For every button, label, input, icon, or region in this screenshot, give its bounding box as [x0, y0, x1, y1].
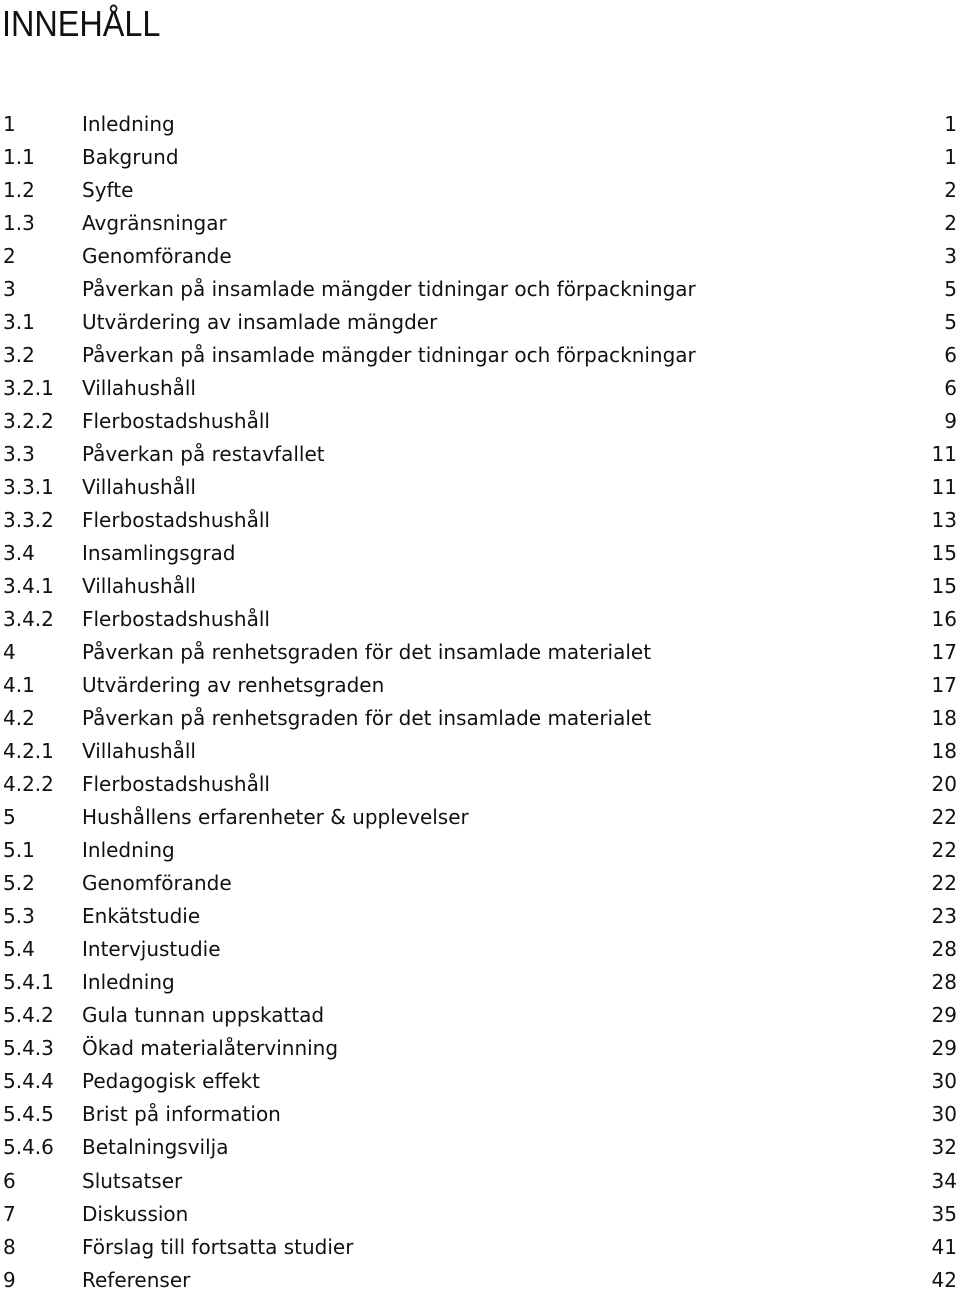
- toc-entry-title: Förslag till fortsatta studier: [82, 1234, 354, 1259]
- toc-entry[interactable]: [0, 1198, 960, 1231]
- toc-entry[interactable]: [0, 834, 960, 867]
- toc-entry-title: Utvärdering av renhetsgraden: [82, 673, 385, 698]
- toc-entry-page: 13: [931, 508, 957, 533]
- toc-entry-number: 5.2: [3, 871, 35, 896]
- toc-entry-page: 6: [944, 376, 957, 401]
- toc-entry[interactable]: [0, 702, 960, 735]
- toc-entry-number: 3.2.1: [3, 376, 54, 401]
- toc-entry-page: 1: [944, 112, 957, 136]
- toc-entry-title: Flerbostadshushåll: [82, 607, 270, 632]
- toc-entry-page: 22: [931, 871, 957, 896]
- toc-entry[interactable]: [0, 735, 960, 768]
- toc-entry-title: Ökad materialåtervinning: [82, 1036, 339, 1061]
- toc-entry-page: 29: [931, 1036, 957, 1061]
- toc-entry-number: 1: [3, 112, 16, 136]
- toc-entry[interactable]: [0, 999, 960, 1032]
- toc-entry-page: 30: [931, 1102, 957, 1127]
- toc-entry-title: Villahushåll: [82, 574, 196, 599]
- toc-entry-title: Hushållens erfarenheter & upplevelser: [82, 805, 469, 830]
- toc-entry-title: Gula tunnan uppskattad: [82, 1003, 325, 1028]
- toc-entry-page: 23: [931, 904, 957, 929]
- toc-entry-number: 3.2.2: [3, 409, 54, 434]
- toc-entry[interactable]: [0, 273, 960, 306]
- toc-entry-page: 6: [944, 343, 957, 368]
- toc-entry[interactable]: [0, 537, 960, 570]
- toc-entry-page: 20: [931, 772, 957, 797]
- toc-entry[interactable]: [0, 1131, 960, 1164]
- toc-entry-title: Påverkan på insamlade mängder tidningar och förpackningar: [82, 277, 696, 302]
- toc-entry-number: 4.2.1: [3, 739, 54, 764]
- toc-entry-title: Villahushåll: [82, 376, 196, 401]
- toc-entry-number: 5.4: [3, 937, 35, 962]
- toc-entry-title: Avgränsningar: [82, 211, 227, 236]
- toc-entry[interactable]: [0, 108, 960, 141]
- toc-entry[interactable]: [0, 636, 960, 669]
- toc-entry-page: 16: [931, 607, 957, 632]
- toc-entry-number: 5.4.2: [3, 1003, 54, 1028]
- toc-entry-number: 1.3: [3, 211, 35, 236]
- toc-entry-title: Genomförande: [82, 244, 232, 269]
- toc-entry-page: 2: [944, 211, 957, 236]
- toc-entry-number: 5.3: [3, 904, 35, 929]
- toc-entry-title: Brist på information: [82, 1102, 281, 1127]
- toc-entry-title: Flerbostadshushåll: [82, 772, 270, 797]
- toc-entry-number: 5.4.5: [3, 1102, 54, 1127]
- toc-entry-number: 1.1: [3, 145, 35, 170]
- toc-entry-number: 5.4.1: [3, 970, 54, 995]
- toc-entry-page: 35: [931, 1201, 957, 1226]
- toc-entry-page: 34: [931, 1168, 957, 1193]
- toc-entry[interactable]: [0, 141, 960, 174]
- toc-entry-number: 3: [3, 277, 16, 302]
- toc-entry-title: Bakgrund: [82, 145, 179, 170]
- toc-entry-title: Inledning: [82, 112, 175, 136]
- toc-entry-number: 4.1: [3, 673, 35, 698]
- toc-entry-page: 15: [931, 574, 957, 599]
- toc-entry[interactable]: [0, 570, 960, 603]
- toc-entry-page: 30: [931, 1069, 957, 1094]
- toc-entry-title: Insamlingsgrad: [82, 541, 236, 566]
- toc-entry-title: Påverkan på renhetsgraden för det insamlade materialet: [82, 640, 652, 665]
- toc-entry-page: 18: [931, 739, 957, 764]
- toc-entry[interactable]: [0, 1264, 960, 1297]
- toc-entry-page: 28: [931, 937, 957, 962]
- toc-entry[interactable]: [0, 669, 960, 702]
- toc-entry-title: Utvärdering av insamlade mängder: [82, 310, 438, 335]
- toc-entry-page: 1: [944, 145, 957, 170]
- page-title: INNEHÅLL: [2, 3, 161, 44]
- toc-entry[interactable]: [0, 240, 960, 273]
- toc-entry-page: 22: [931, 805, 957, 830]
- toc-entry[interactable]: [0, 1165, 960, 1198]
- toc-entry-number: 3.3.1: [3, 475, 54, 500]
- toc-entry[interactable]: [0, 339, 960, 372]
- toc-entry-page: 41: [931, 1234, 957, 1259]
- toc-entry-number: 9: [3, 1267, 16, 1292]
- toc-entry-title: Pedagogisk effekt: [82, 1069, 260, 1094]
- toc-entry-page: 22: [931, 838, 957, 863]
- toc-entry[interactable]: [0, 1065, 960, 1098]
- toc-entry-page: 28: [931, 970, 957, 995]
- toc-entry-number: 4.2: [3, 706, 35, 731]
- toc-entry[interactable]: [0, 405, 960, 438]
- toc-entry-page: 17: [931, 640, 957, 665]
- toc-entry-title: Påverkan på renhetsgraden för det insamlade materialet: [82, 706, 652, 731]
- toc-entry-number: 7: [3, 1201, 16, 1226]
- toc-entry-page: 3: [944, 244, 957, 269]
- toc-entry-title: Påverkan på restavfallet: [82, 442, 325, 467]
- toc-entry[interactable]: [0, 966, 960, 999]
- toc-entry-title: Betalningsvilja: [82, 1135, 229, 1160]
- toc-entry-title: Syfte: [82, 178, 134, 203]
- toc-entry-title: Slutsatser: [82, 1168, 183, 1193]
- toc-entry-page: 18: [931, 706, 957, 731]
- toc-entry[interactable]: [0, 1032, 960, 1065]
- toc-entry-number: 2: [3, 244, 16, 269]
- toc-entry-number: 3.3: [3, 442, 35, 467]
- toc-entry-page: 9: [944, 409, 957, 434]
- toc-entry[interactable]: [0, 801, 960, 834]
- toc-entry[interactable]: [0, 306, 960, 339]
- toc-entry-page: 32: [931, 1135, 957, 1160]
- toc-entry[interactable]: [0, 933, 960, 966]
- toc-entry-title: Referenser: [82, 1267, 191, 1292]
- table-of-contents: [0, 108, 960, 1297]
- toc-entry-number: 3.3.2: [3, 508, 54, 533]
- toc-entry[interactable]: [0, 174, 960, 207]
- toc-entry-number: 6: [3, 1168, 16, 1193]
- toc-entry-number: 4.2.2: [3, 772, 54, 797]
- toc-entry-title: Inledning: [82, 838, 175, 863]
- toc-entry[interactable]: [0, 207, 960, 240]
- toc-entry-number: 5.1: [3, 838, 35, 863]
- toc-entry-page: 5: [944, 310, 957, 335]
- toc-entry-number: 4: [3, 640, 16, 665]
- toc-entry-number: 1.2: [3, 178, 35, 203]
- toc-entry[interactable]: [0, 900, 960, 933]
- toc-entry[interactable]: [0, 603, 960, 636]
- toc-entry-number: 3.4.1: [3, 574, 54, 599]
- toc-entry-page: 42: [931, 1267, 957, 1292]
- toc-entry-title: Genomförande: [82, 871, 232, 896]
- toc-entry-number: 5: [3, 805, 16, 830]
- toc-entry-page: 2: [944, 178, 957, 203]
- toc-entry-page: 5: [944, 277, 957, 302]
- toc-entry-title: Flerbostadshushåll: [82, 508, 270, 533]
- toc-entry-number: 5.4.4: [3, 1069, 54, 1094]
- toc-entry-title: Villahushåll: [82, 475, 196, 500]
- toc-entry[interactable]: [0, 372, 960, 405]
- toc-entry-title: Flerbostadshushåll: [82, 409, 270, 434]
- toc-entry[interactable]: [0, 1231, 960, 1264]
- toc-entry[interactable]: [0, 867, 960, 900]
- toc-entry-number: 8: [3, 1234, 16, 1259]
- toc-entry-page: 17: [931, 673, 957, 698]
- toc-entry-number: 5.4.3: [3, 1036, 54, 1061]
- toc-entry-page: 11: [931, 442, 957, 467]
- toc-entry[interactable]: [0, 1098, 960, 1131]
- toc-entry-number: 3.4.2: [3, 607, 54, 632]
- toc-entry-title: Diskussion: [82, 1201, 189, 1226]
- toc-entry-number: 3.2: [3, 343, 35, 368]
- toc-entry-page: 29: [931, 1003, 957, 1028]
- toc-entry-number: 5.4.6: [3, 1135, 54, 1160]
- toc-entry-page: 11: [931, 475, 957, 500]
- toc-entry[interactable]: [0, 768, 960, 801]
- toc-entry[interactable]: [0, 471, 960, 504]
- toc-entry-page: 15: [931, 541, 957, 566]
- toc-entry-title: Påverkan på insamlade mängder tidningar och förpackningar: [82, 343, 696, 368]
- toc-entry-title: Intervjustudie: [82, 937, 221, 962]
- toc-entry[interactable]: [0, 504, 960, 537]
- toc-entry[interactable]: [0, 438, 960, 471]
- toc-entry-number: 3.1: [3, 310, 35, 335]
- toc-entry-title: Villahushåll: [82, 739, 196, 764]
- toc-entry-title: Inledning: [82, 970, 175, 995]
- toc-entry-number: 3.4: [3, 541, 35, 566]
- toc-entry-title: Enkätstudie: [82, 904, 201, 929]
